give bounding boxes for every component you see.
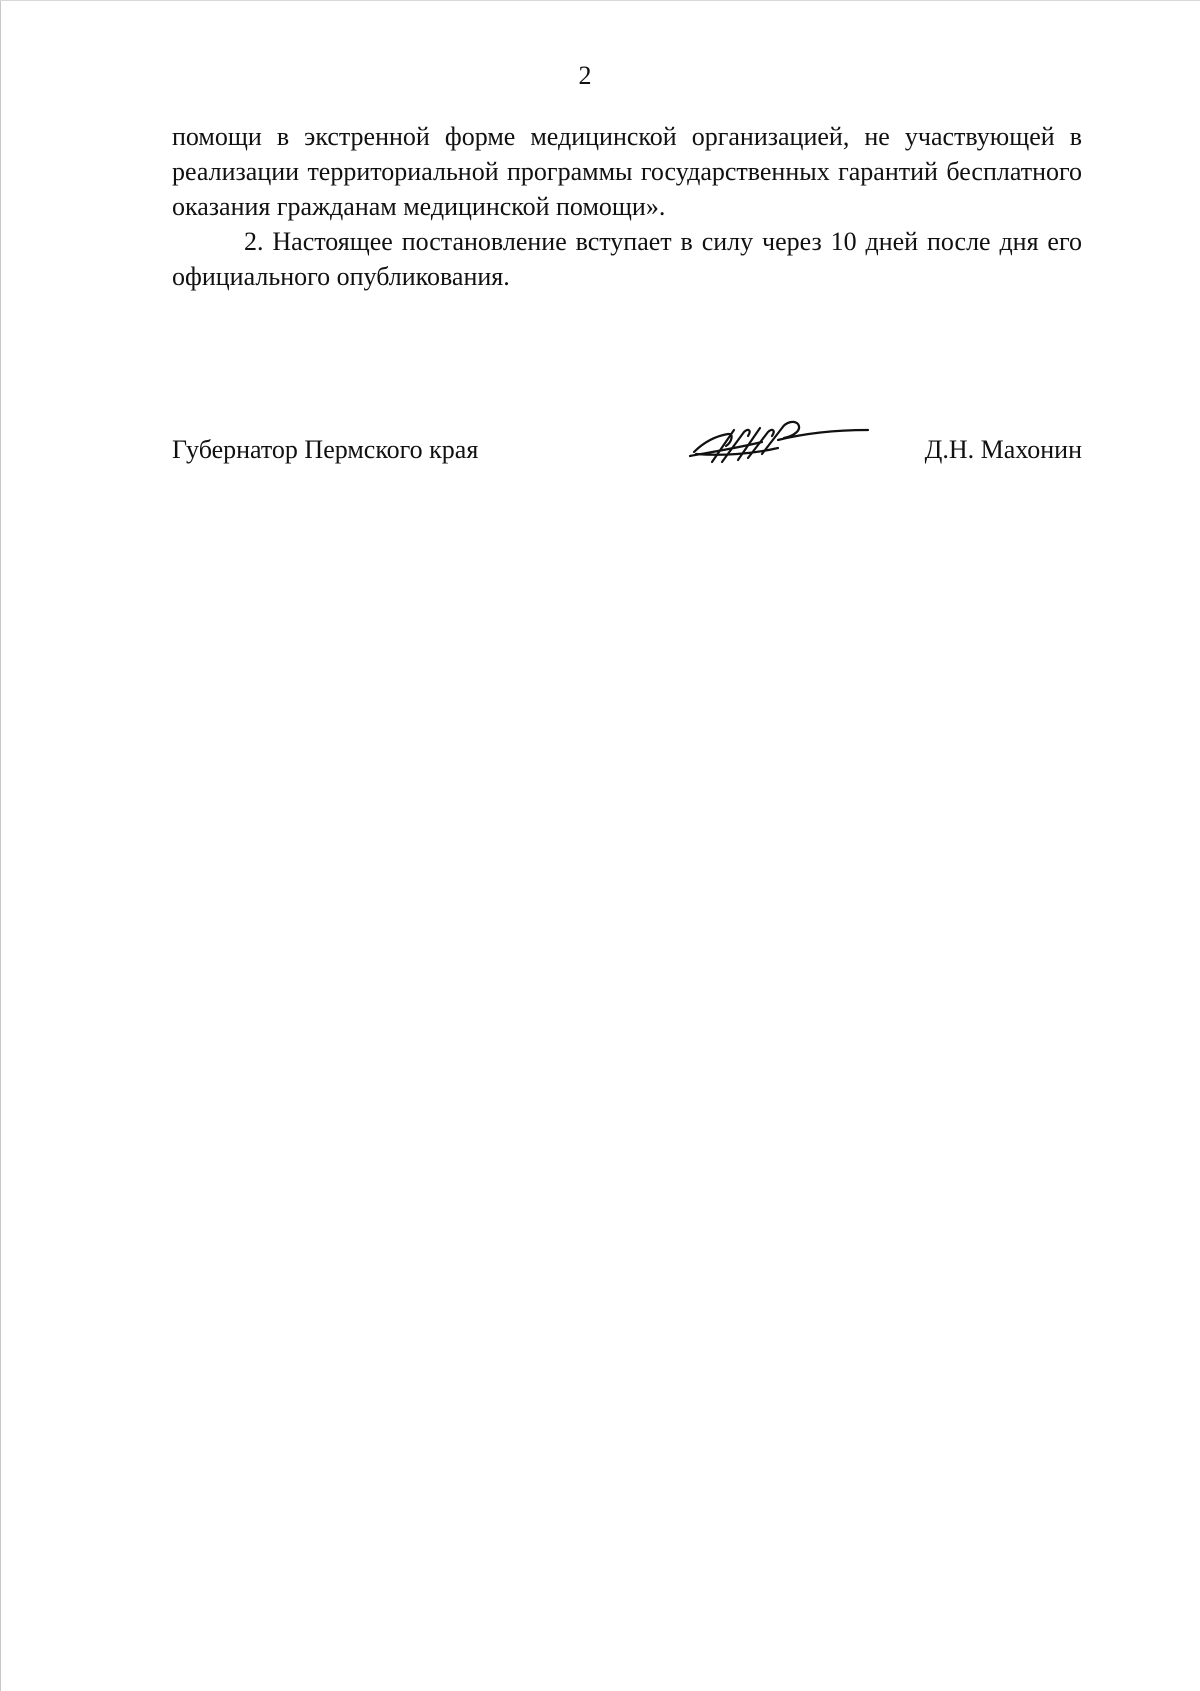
signatory-name: Д.Н. Махонин (924, 435, 1082, 464)
signature-block (172, 432, 1082, 472)
handwritten-signature (682, 412, 872, 470)
page-number: 2 (578, 61, 592, 90)
document-body (172, 119, 1082, 294)
paragraph-continuation: помощи в экстренной форме медицинской организацией, не участвующей в реализации территориальной программы государственных гарантий бесплатного оказания гражданам медицинской помощи». (172, 122, 1082, 221)
paragraph-item-2: 2. Настоящее постановление вступает в силу через 10 дней после дня его официального опубликования. (172, 227, 1082, 291)
page-edge-top (0, 0, 1200, 1)
page-edge-left (0, 0, 1, 1691)
signatory-position: Губернатор Пермского края (172, 435, 479, 464)
